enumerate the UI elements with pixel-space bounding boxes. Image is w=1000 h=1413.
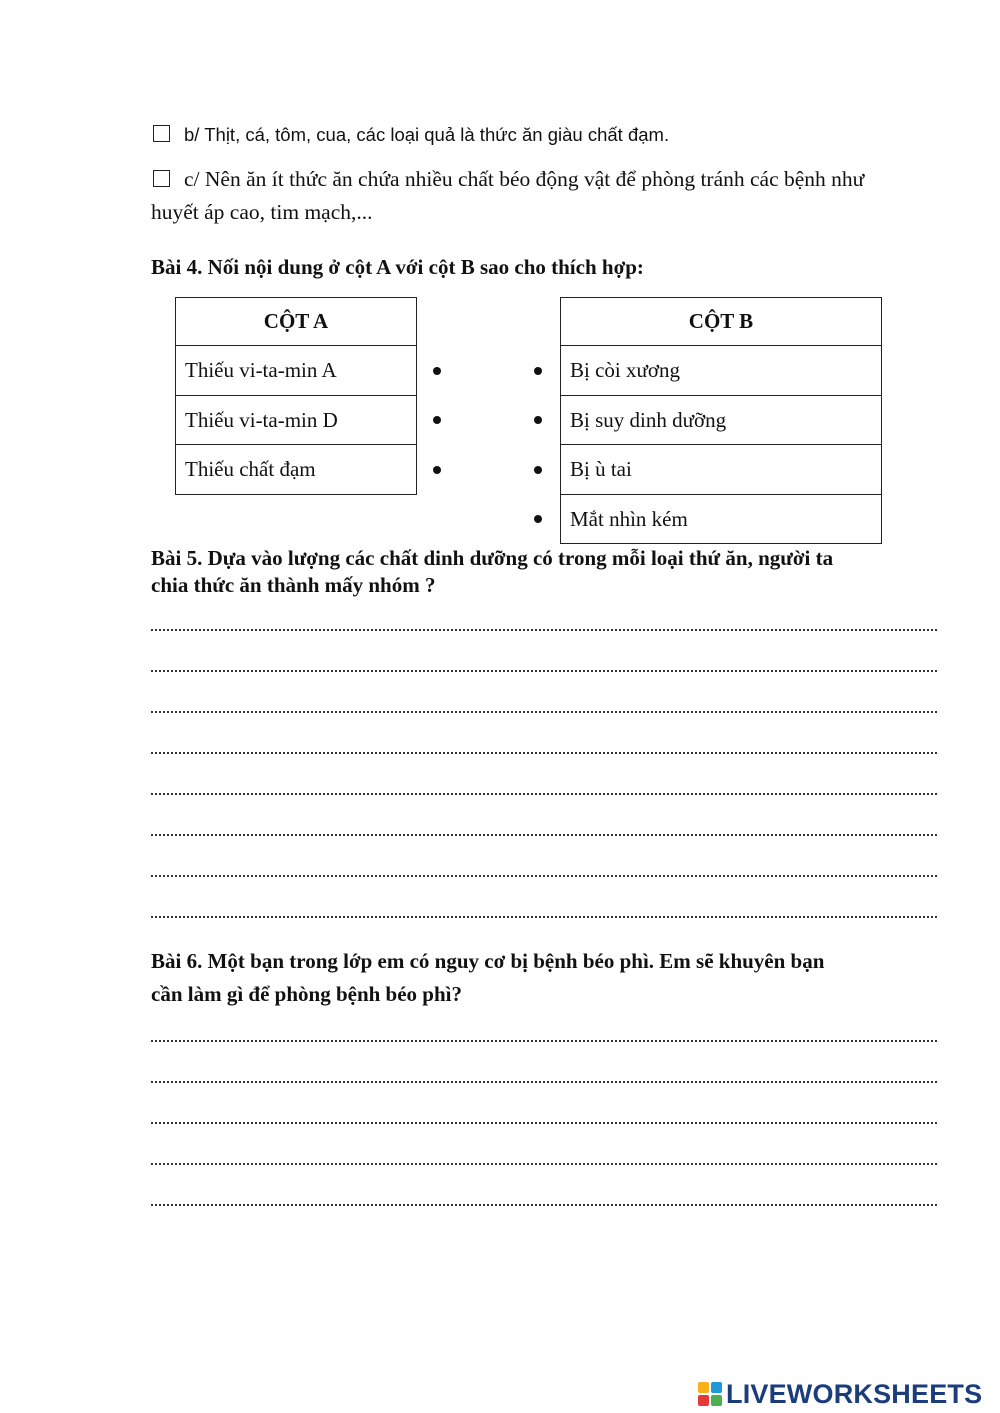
column-a-item: Thiếu vi-ta-min A — [176, 346, 417, 396]
column-b-item: Mắt nhìn kém — [561, 495, 882, 544]
column-a-item: Thiếu chất đạm — [176, 445, 417, 495]
bai5-answer-line[interactable] — [151, 699, 937, 713]
option-c-checkbox[interactable] — [153, 170, 170, 187]
bai5-answer-line[interactable] — [151, 904, 937, 918]
match-dot-b1[interactable] — [534, 367, 542, 375]
column-b-header: CỘT B — [561, 298, 882, 346]
match-dot-b4[interactable] — [534, 515, 542, 523]
bai6-answer-line[interactable] — [151, 1028, 937, 1042]
match-dot-a3[interactable] — [433, 466, 441, 474]
column-a-table — [175, 297, 417, 495]
bai6-answer-line[interactable] — [151, 1192, 937, 1206]
match-dot-a1[interactable] — [433, 367, 441, 375]
bai5-answer-line[interactable] — [151, 781, 937, 795]
bai5-answer-line[interactable] — [151, 740, 937, 754]
option-c-text-line2: huyết áp cao, tim mạch,... — [151, 200, 373, 224]
liveworksheets-logo — [698, 1378, 982, 1410]
bai5-heading-line1: Bài 5. Dựa vào lượng các chất dinh dưỡng có trong mỗi loại thứ ăn, người ta — [151, 546, 834, 570]
match-dot-b2[interactable] — [534, 416, 542, 424]
column-b-item: Bị ù tai — [561, 445, 882, 495]
bai6-answer-line[interactable] — [151, 1151, 937, 1165]
bai5-answer-line[interactable] — [151, 658, 937, 672]
bai6-heading-line2: cần làm gì để phòng bệnh béo phì? — [151, 982, 463, 1006]
match-dot-a2[interactable] — [433, 416, 441, 424]
logo-text: LIVEWORKSHEETS — [726, 1378, 983, 1409]
logo-square — [711, 1382, 722, 1393]
bai6-answer-line[interactable] — [151, 1110, 937, 1124]
bai6-heading-line1: Bài 6. Một bạn trong lớp em có nguy cơ bị bệnh béo phì. Em sẽ khuyên bạn — [151, 949, 825, 973]
logo-square — [711, 1395, 722, 1406]
logo-square — [698, 1382, 709, 1393]
bai5-answer-line[interactable] — [151, 617, 937, 631]
column-a-item: Thiếu vi-ta-min D — [176, 396, 417, 445]
column-b-item: Bị suy dinh dưỡng — [561, 396, 882, 445]
option-b-checkbox[interactable] — [153, 125, 170, 142]
logo-grid-icon — [698, 1382, 722, 1406]
option-b-text: b/ Thịt, cá, tôm, cua, các loại quả là thức ăn giàu chất đạm. — [184, 124, 670, 145]
column-b-item: Bị còi xương — [561, 346, 882, 396]
column-a-header: CỘT A — [176, 298, 417, 346]
column-b-table — [560, 297, 882, 544]
bai4-heading: Bài 4. Nối nội dung ở cột A với cột B sao cho thích hợp: — [151, 255, 644, 279]
logo-square — [698, 1395, 709, 1406]
match-dot-b3[interactable] — [534, 466, 542, 474]
bai5-answer-line[interactable] — [151, 822, 937, 836]
bai5-heading-line2: chia thức ăn thành mấy nhóm ? — [151, 573, 436, 597]
bai5-answer-line[interactable] — [151, 863, 937, 877]
bai6-answer-line[interactable] — [151, 1069, 937, 1083]
option-c-text-line1: c/ Nên ăn ít thức ăn chứa nhiều chất béo động vật để phòng tránh các bệnh như — [184, 167, 865, 191]
